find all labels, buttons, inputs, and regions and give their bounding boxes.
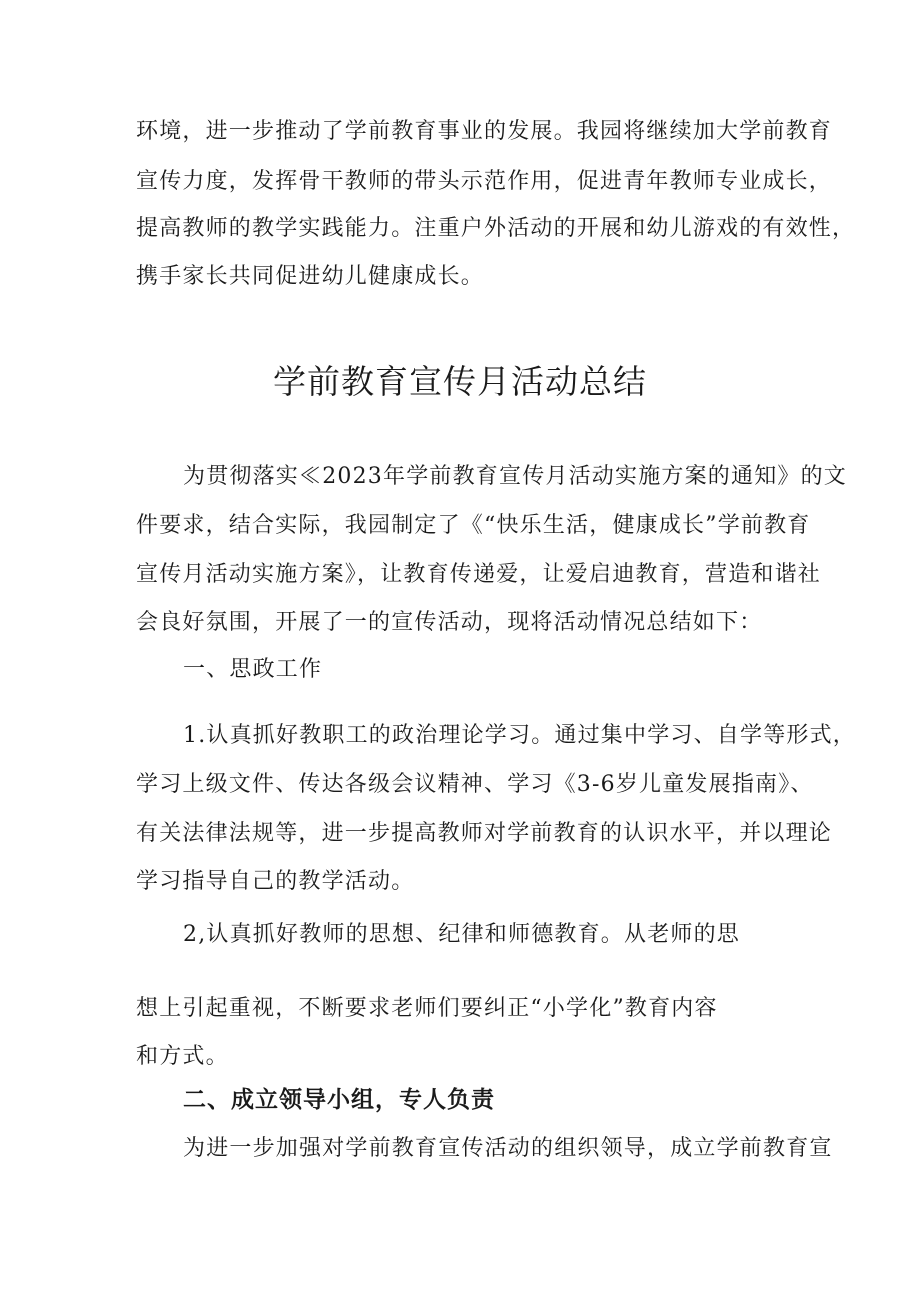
- item2-line: 2,认真抓好教师的思想、纪律和师德教育。从老师的思: [183, 922, 740, 947]
- item1-line: 学习指导自己的教学活动。: [136, 869, 415, 894]
- intro-line: 携手家长共同促进幼儿健康成长。: [136, 264, 485, 289]
- document-title: 学前教育宣传月活动总结: [273, 362, 647, 401]
- section-heading-1: 一、思政工作: [183, 657, 323, 682]
- opening-line: 件要求，结合实际，我园制定了《“快乐生活，健康成长”学前教育: [136, 513, 811, 538]
- item1-line: 1.认真抓好教职工的政治理论学习。通过集中学习、自学等形式，: [183, 723, 856, 748]
- section-heading-2: 二、成立领导小组，专人负责: [183, 1087, 495, 1113]
- intro-line: 提高教师的教学实践能力。注重户外活动的开展和幼儿游戏的有效性，: [136, 216, 856, 241]
- opening-line: 会良好氛围，开展了一的宣传活动，现将活动情况总结如下：: [136, 610, 763, 635]
- opening-line: 为贯彻落实≪2023年学前教育宣传月活动实施方案的通知》的文: [183, 464, 847, 489]
- item2-line: 和方式。: [136, 1044, 229, 1069]
- intro-line: 环境，进一步推动了学前教育事业的发展。我园将继续加大学前教育: [136, 119, 833, 144]
- intro-line: 宣传力度，发挥骨干教师的带头示范作用，促进青年教师专业成长，: [136, 169, 833, 194]
- item1-line: 学习上级文件、传达各级会议精神、学习《3-6岁儿童发展指南》、: [136, 772, 814, 797]
- item2-line: 想上引起重视，不断要求老师们要纠正“小学化”教育内容: [136, 996, 718, 1021]
- section2-line: 为进一步加强对学前教育宣传活动的组织领导，成立学前教育宣: [183, 1136, 833, 1161]
- item1-line: 有关法律法规等，进一步提高教师对学前教育的认识水平，并以理论: [136, 821, 833, 846]
- opening-line: 宣传月活动实施方案》，让教育传递爱，让爱启迪教育，营造和谐社: [136, 562, 822, 587]
